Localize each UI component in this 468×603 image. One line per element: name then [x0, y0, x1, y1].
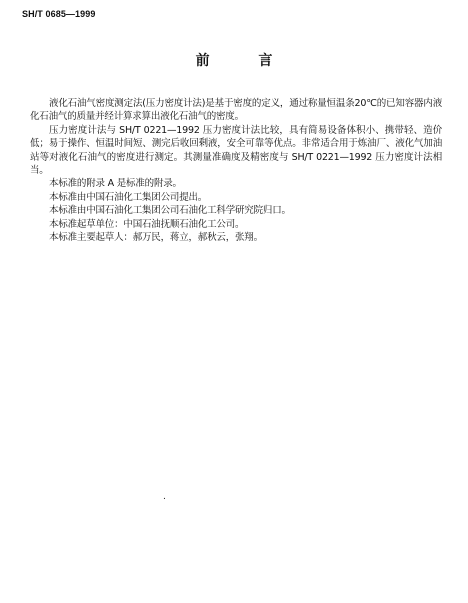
paragraph-proposer: 本标准由中国石油化工集团公司提出。	[49, 191, 208, 203]
paragraph-drafting-unit: 本标准起草单位：中国石油抚顺石油化工公司。	[49, 218, 245, 230]
paragraph-drafters: 本标准主要起草人：郝万民，蒋立，郝秋云，张翔。	[49, 232, 263, 244]
page-title: 前 言	[195, 53, 295, 69]
footer-mark: .	[163, 492, 166, 502]
paragraph-responsible: 本标准由中国石油化工集团公司石油化工科学研究院归口。	[49, 205, 291, 217]
paragraph-definition: 液化石油气密度测定法(压力密度计法)是基于密度的定义，通过称量恒温条20℃的已知容器内液化石油气的质量并经计算求算出液化石油气的密度。	[30, 98, 442, 123]
paragraph-comparison: 压力密度计法与 SH/T 0221—1992 压力密度计法比较，具有简易设备体积小、携带轻、造价低；易于操作、恒温时间短、测完后收回剩液，安全可靠等优点。非常适合用于炼油厂、液化气加油站等对液化石油气的密度进行测定。其测量准确度及精密度与 SH/T 0221—1992 压力密度计法相当。	[30, 124, 442, 177]
foreword-body	[30, 97, 442, 244]
paragraph-appendix: 本标准的附录 A 是标准的附录。	[49, 178, 182, 190]
standard-code: SH/T 0685—1999	[22, 9, 96, 19]
